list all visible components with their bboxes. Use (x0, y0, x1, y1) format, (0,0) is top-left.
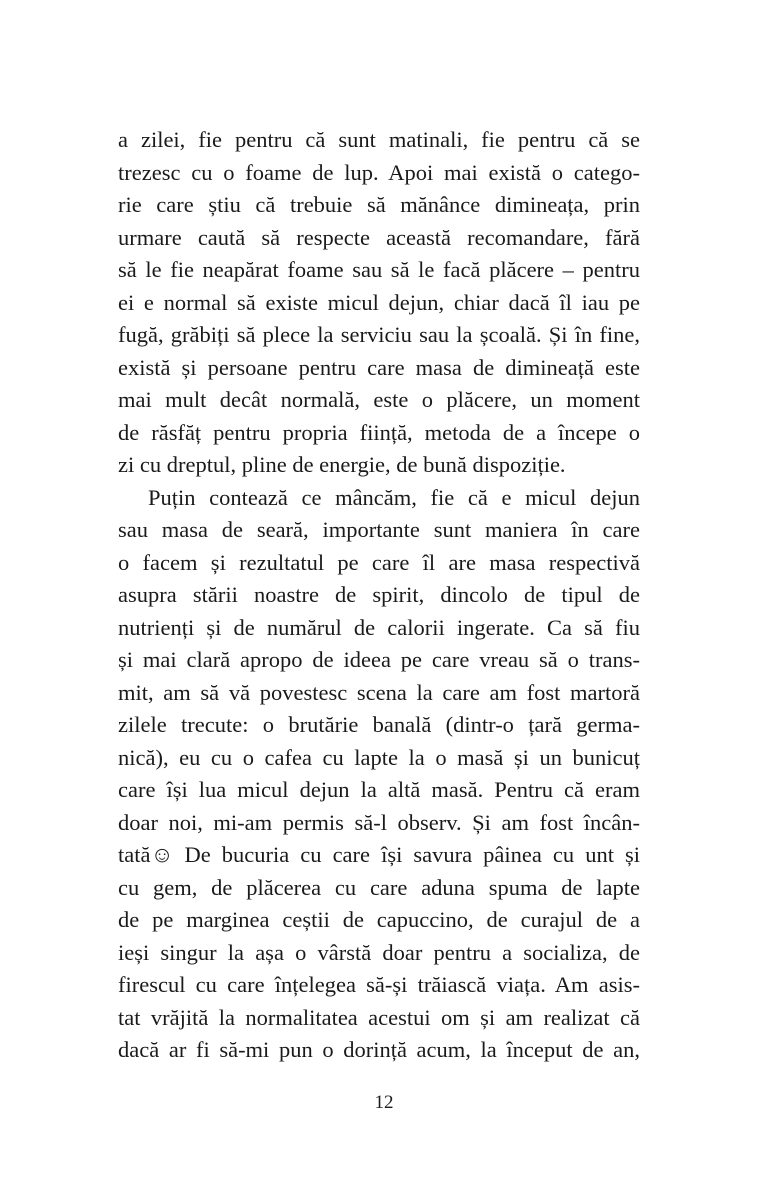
text-line: urmare caută să respecte această recomandare, fără (118, 224, 640, 250)
page-number: 12 (374, 1092, 394, 1113)
text-line: de răsfăț pentru propria ființă, metoda de a începe o (118, 419, 640, 445)
text-line: mai mult decât normală, este o plăcere, un moment (118, 387, 640, 412)
paragraph-1 (118, 124, 640, 482)
text-line: trezesc cu o foame de lup. Apoi mai există o catego- (118, 159, 640, 185)
paragraph-2 (118, 482, 640, 1067)
text-line: mit, am să vă povestesc scena la care am fost martoră (118, 679, 640, 705)
text-line: de pe marginea ceștii de capuccino, de curajul de a (118, 907, 640, 932)
body-text (118, 124, 640, 1067)
text-line: asupra stării noastre de spirit, dincolo de tipul de (118, 582, 640, 607)
text-line: zilele trecute: o brutărie banală (dintr-o țară germa- (118, 712, 640, 737)
text-line: o facem și rezultatul pe care îl are masa respectivă (118, 549, 640, 575)
text-line: nică), eu cu o cafea cu lapte la o masă și un bunicuț (118, 744, 640, 770)
text-line: care își lua micul dejun la altă masă. Pentru că eram (118, 777, 640, 802)
text-line: nutrienți și de numărul de calorii ingerate. Ca să fiu (118, 614, 640, 640)
text-line: sau masa de seară, importante sunt maniera în care (118, 517, 640, 542)
text-line: există și persoane pentru care masa de dimineață este (118, 354, 640, 380)
text-line: doar noi, mi-am permis să-l observ. Și am fost încân- (118, 809, 640, 835)
text-line: și mai clară apropo de ideea pe care vreau să o trans- (118, 647, 640, 672)
text-line: tat vrăjită la normalitatea acestui om și am realizat că (118, 1004, 640, 1030)
text-line: dacă ar fi să-mi pun o dorință acum, la început de an, (118, 1037, 640, 1062)
text-line: să le fie neapărat foame sau să le facă plăcere – pentru (118, 257, 640, 282)
text-line: ei e normal să existe micul dejun, chiar dacă îl iau pe (118, 289, 640, 315)
text-line: fugă, grăbiți să plece la serviciu sau la școală. Și în fine, (118, 322, 640, 347)
text-line: rie care știu că trebuie să mănânce dimineața, prin (118, 192, 640, 217)
text-line: firescul cu care înțelegea să-și trăiască viața. Am asis- (118, 972, 640, 997)
text-line: zi cu dreptul, pline de energie, de bună dispoziție. (118, 452, 566, 477)
text-line: tată☺ De bucuria cu care își savura pâinea cu unt și (118, 842, 640, 867)
text-line: Puțin contează ce mâncăm, fie că e micul dejun (148, 484, 640, 510)
text-line: ieși singur la așa o vârstă doar pentru a socializa, de (118, 939, 640, 965)
text-line: cu gem, de plăcerea cu care aduna spuma de lapte (118, 874, 640, 900)
text-line: a zilei, fie pentru că sunt matinali, fie pentru că se (118, 127, 640, 152)
